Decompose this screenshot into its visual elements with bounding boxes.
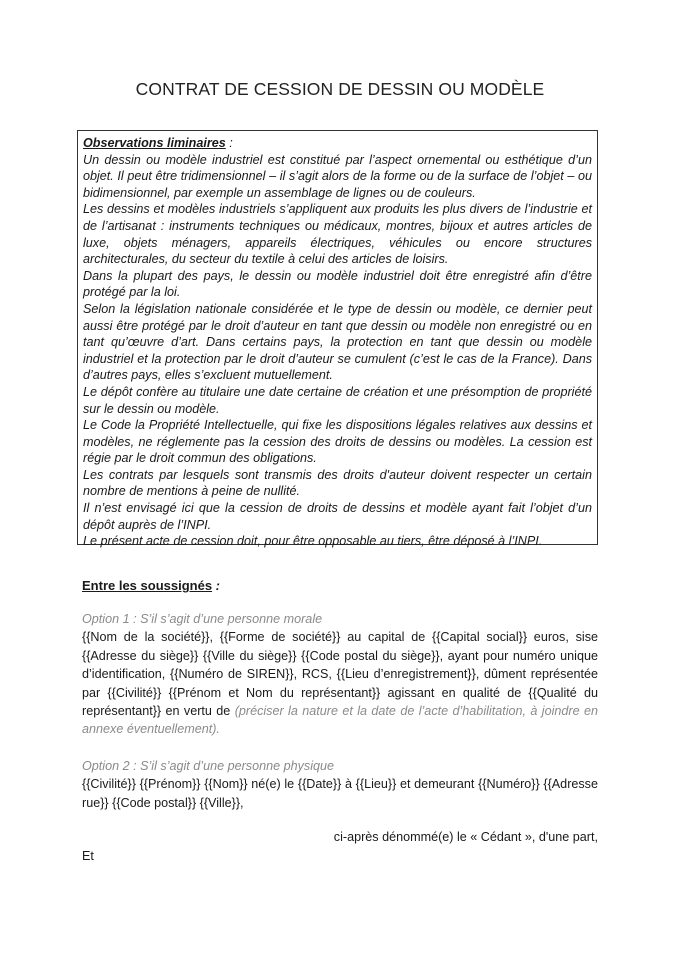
parties-heading-suffix: :: [212, 578, 221, 593]
option-1-block: [82, 610, 598, 739]
page-title: CONTRAT DE CESSION DE DESSIN OU MODÈLE: [135, 79, 545, 99]
observations-paragraph: Le présent acte de cession doit, pour être opposable au tiers, être déposé à l’INPI.: [83, 534, 543, 549]
option-2-text: {{Civilité}} {{Prénom}} {{Nom}} né(e) le {{Date}} à {{Lieu}} et demeurant {{Numéro}} {{Adresse rue}} {{Code postal}} {{Ville}},: [82, 777, 598, 810]
observations-paragraph: Les dessins et modèles industriels s’appliquent aux produits les plus divers de l’industrie et de l’artisanat : instruments techniques ou médicaux, montres, bijoux et autres articles de luxe, objets ménagers, appareils électriques, véhicules ou encore structures architecturales, du secteur du textile à celui des articles de loisirs.: [83, 202, 592, 267]
parties-heading-text: Entre les soussignés: [82, 578, 213, 593]
cedant-line: ci-après dénommé(e) le « Cédant », d'une part,: [333, 830, 598, 844]
observations-heading-suffix: :: [225, 136, 233, 150]
option-1-note: (préciser la nature et la date de l’acte d’habilitation, à joindre en annexe éventuellement).: [82, 704, 598, 737]
observations-heading: Observations liminaires: [83, 136, 226, 150]
observations-paragraph: Le dépôt confère au titulaire une date certaine de création et une présomption de propriété sur le dessin ou modèle.: [83, 384, 592, 416]
option-1-text-wrap: [82, 628, 598, 738]
parties-heading: [82, 578, 220, 593]
option-1-text: {{Nom de la société}}, {{Forme de société}} au capital de {{Capital social}} euros, sise {{Adresse du siège}} {{Ville du siège}} {{Code postal du siège}}, ayant pour numéro unique d’identification, {{Numéro de SIREN}}, RCS, {{Lieu d’enregistrement}}, dûment représentée par {{Civilité}} {{Prénom et Nom du représentant}} agissant en qualité de {{Qualité du représentant}} en vertu de: [82, 630, 598, 719]
observations-paragraph: Un dessin ou modèle industriel est constitué par l’aspect ornemental ou esthétique d’un objet. Il peut être tridimensionnel – il s’agit alors de la forme ou de la surface de l’objet – ou bidimensionnel, par exemple un assemblage de lignes ou de couleurs.: [83, 152, 592, 200]
observations-paragraph: Selon la législation nationale considérée et le type de dessin ou modèle, ce dernier peut aussi être protégé par le droit d’auteur en tant que dessin ou modèle non enregistré ou en tant qu’œuvre d’art. Dans certains pays, la protection en tant que dessin ou modèle industriel et la protection par le droit d’auteur se cumulent (c’est le cas de la France). Dans d’autres pays, elles s’excluent mutuellement.: [83, 301, 592, 383]
observations-paragraph: Il n’est envisagé ici que la cession de droits de dessins et modèle ayant fait l’objet d’un dépôt auprès de l’INPI.: [83, 501, 592, 532]
observations-heading-line: [83, 135, 592, 152]
option-1-label: Option 1 : S’il s’agit d’une personne morale: [82, 612, 323, 626]
et-line: Et: [82, 849, 94, 863]
observations-paragraph: Dans la plupart des pays, le dessin ou modèle industriel doit être enregistré afin d’être protégé par la loi.: [83, 268, 592, 300]
observations-paragraph: Le Code la Propriété Intellectuelle, qui fixe les dispositions légales relatives aux dessins et modèles, ne réglemente pas la cession des droits de dessins ou modèles. La cession est régie par le droit commun des obligations.: [83, 418, 592, 466]
observations-box: [77, 130, 598, 549]
option-2-label: Option 2 : S’il s’agit d’une personne physique: [82, 759, 335, 773]
observations-paragraph: Les contrats par lesquels sont transmis des droits d'auteur doivent respecter un certain nombre de mentions à peine de nullité.: [83, 467, 592, 499]
option-2-block: [82, 757, 598, 812]
